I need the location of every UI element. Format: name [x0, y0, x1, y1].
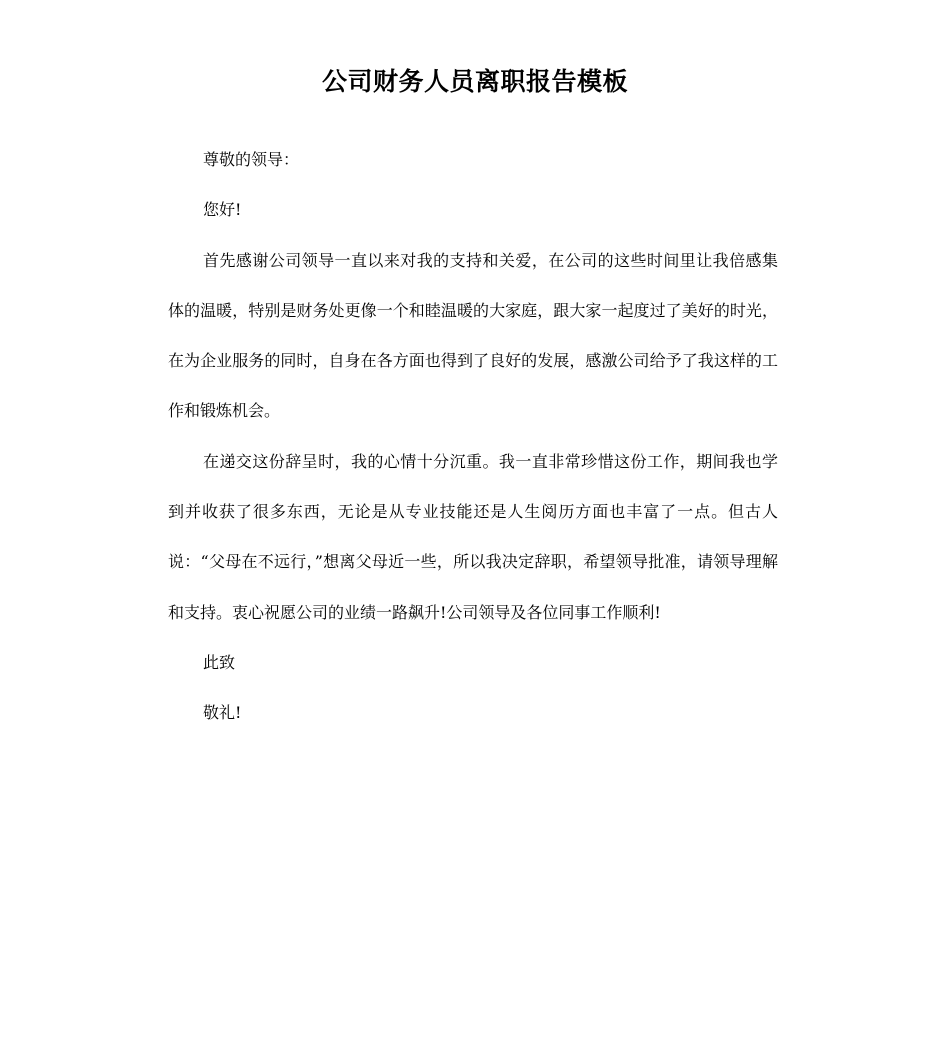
- greeting: 您好!: [203, 200, 242, 220]
- paragraph-resignation: 在递交这份辞呈时，我的心情十分沉重。我一直非常珍惜这份工作，期间我也学到并收获了很多东西，无论是从专业技能还是人生阅历方面也丰富了一点。但古人说：“父母在不远行，”想离父母近一些，所以我决定辞职，希望领导批准，请领导理解和支持。衷心祝愿公司的业绩一路飙升!公司领导及各位同事工作顺利!: [168, 451, 778, 622]
- paragraph-thanks: 首先感谢公司领导一直以来对我的支持和关爱，在公司的这些时间里让我倍感集体的温暖，特别是财务处更像一个和睦温暖的大家庭，跟大家一起度过了美好的时光，在为企业服务的同时，自身在各方面也得到了良好的发展，感激公司给予了我这样的工作和锻炼机会。: [168, 250, 778, 421]
- closing-line-1: 此致: [203, 652, 236, 672]
- document-title: 公司财务人员离职报告模板: [321, 67, 628, 96]
- salutation: 尊敬的领导：: [203, 150, 300, 169]
- document-body: [168, 135, 778, 739]
- closing-line-2: 敬礼!: [203, 703, 242, 723]
